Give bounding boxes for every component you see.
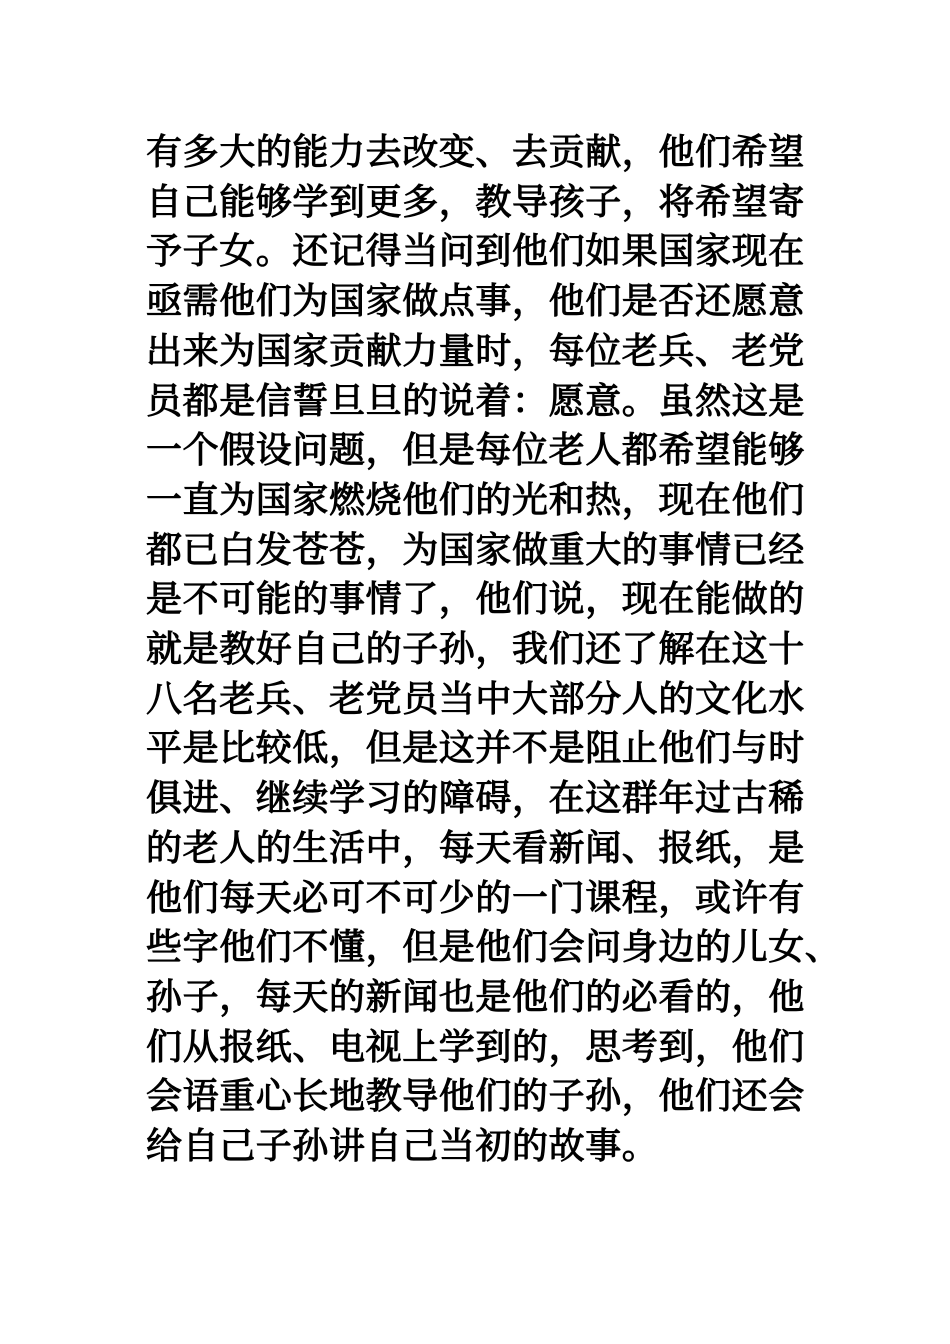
text-line: 孙子，每天的新闻也是他们的必看的，他 (146, 976, 805, 1018)
text-line: 予子女。还记得当问到他们如果国家现在 (146, 231, 805, 273)
text-line: 俱进、继续学习的障碍，在这群年过古稀 (146, 778, 805, 820)
text-line: 一个假设问题，但是每位老人都希望能够 (146, 430, 805, 472)
text-line: 八名老兵、老党员当中大部分人的文化水 (146, 678, 805, 720)
text-line: 自己能够学到更多，教导孩子，将希望寄 (146, 181, 805, 223)
text-line: 亟需他们为国家做点事，他们是否还愿意 (146, 281, 805, 323)
text-line: 员都是信誓旦旦的说着：愿意。虽然这是 (146, 380, 805, 422)
text-line: 是不可能的事情了，他们说，现在能做的 (146, 579, 805, 621)
text-line: 们从报纸、电视上学到的，思考到，他们 (146, 1026, 805, 1068)
text-line: 给自己子孙讲自己当初的故事。 (146, 1126, 659, 1168)
text-line: 出来为国家贡献力量时，每位老兵、老党 (146, 330, 805, 372)
text-line: 他们每天必可不可少的一门课程，或许有 (146, 877, 805, 919)
text-line: 些字他们不懂，但是他们会问身边的儿女、 (146, 927, 842, 969)
text-line: 一直为国家燃烧他们的光和热，现在他们 (146, 479, 805, 521)
text-line: 平是比较低，但是这并不是阻止他们与时 (146, 728, 805, 770)
text-line: 会语重心长地教导他们的子孙，他们还会 (146, 1076, 805, 1118)
text-line: 的老人的生活中，每天看新闻、报纸，是 (146, 827, 805, 869)
text-line: 有多大的能力去改变、去贡献，他们希望 (146, 132, 805, 173)
text-line: 就是教好自己的子孙，我们还了解在这十 (146, 629, 805, 671)
body-text (146, 128, 906, 1172)
text-line: 都已白发苍苍，为国家做重大的事情已经 (146, 529, 805, 571)
